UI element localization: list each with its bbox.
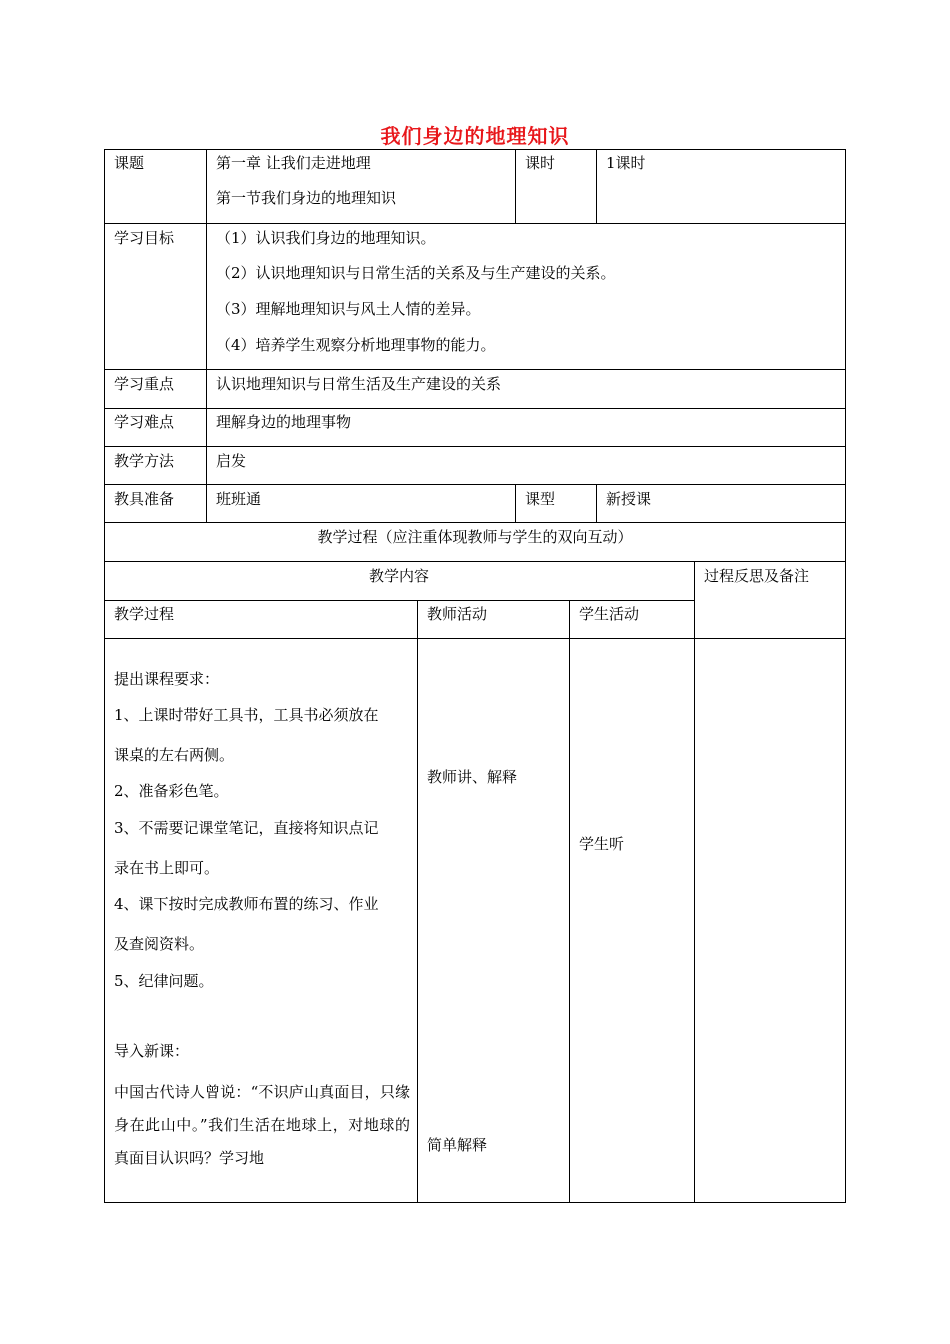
col-divider [596,484,597,523]
row-divider [104,223,846,224]
teacher-activity: 教师讲、解释 [427,768,518,786]
method-label: 教学方法 [114,452,175,470]
row-divider [104,638,846,639]
table-border-bottom [104,1202,846,1203]
page-title: 我们身边的地理知识 [380,124,570,148]
requirement-item: 录在书上即可。 [114,859,220,877]
row-divider [104,561,846,562]
col-divider [417,600,418,1203]
row-divider [104,408,846,409]
row-divider [104,484,846,485]
row-divider [104,369,846,370]
materials-label: 教具准备 [114,490,175,508]
col-divider [596,149,597,224]
col-divider [515,484,516,523]
col-teacher-header: 教师活动 [427,605,488,623]
requirement-item: 4、课下按时完成教师布置的练习、作业 [114,895,379,913]
objective-item: （2）认识地理知识与日常生活的关系及与生产建设的关系。 [216,264,616,282]
table-border-right [845,149,846,1203]
method-value: 启发 [216,452,247,470]
topic-chapter: 第一章 让我们走进地理 [216,154,371,172]
requirement-item: 5、纪律问题。 [114,972,214,990]
period-value: 1课时 [606,154,646,172]
col-divider [206,149,207,523]
intro-title: 导入新课： [114,1042,190,1060]
process-heading: 教学过程（应注重体现教师与学生的双向互动） [317,528,633,546]
objective-item: （3）理解地理知识与风土人情的差异。 [216,300,481,318]
key-point-label: 学习重点 [114,375,175,393]
key-point-value: 认识地理知识与日常生活及生产建设的关系 [216,375,502,393]
col-divider [694,561,695,1203]
requirement-item: 3、不需要记课堂笔记，直接将知识点记 [114,819,379,837]
table-border-top [104,149,846,150]
row-divider [104,446,846,447]
topic-section: 第一节我们身边的地理知识 [216,189,397,207]
col-student-header: 学生活动 [579,605,640,623]
requirement-item: 2、准备彩色笔。 [114,782,229,800]
col-divider [569,600,570,1203]
lesson-type-label: 课型 [525,490,556,508]
requirement-item: 1、上课时带好工具书，工具书必须放在 [114,706,379,724]
table-border-left [104,149,105,1203]
period-label: 课时 [525,154,556,172]
objectives-label: 学习目标 [114,229,175,247]
student-activity: 学生听 [579,835,625,853]
teacher-activity: 简单解释 [427,1136,488,1154]
objective-item: （1）认识我们身边的地理知识。 [216,229,436,247]
requirements-title: 提出课程要求： [114,670,220,688]
col-divider [515,149,516,224]
col-process-header: 教学过程 [114,605,175,623]
objective-item: （4）培养学生观察分析地理事物的能力。 [216,336,496,354]
lesson-type-value: 新授课 [606,490,652,508]
difficulty-value: 理解身边的地理事物 [216,413,352,431]
row-divider [104,522,846,523]
reflection-label: 过程反思及备注 [704,567,810,585]
row-divider [104,600,694,601]
intro-paragraph: 中国古代诗人曾说：“不识庐山真面目，只缘身在此山中。”我们生活在地球上，对地球的真面目认识吗？学习地 [114,1083,410,1167]
difficulty-label: 学习难点 [114,413,175,431]
requirement-item: 及查阅资料。 [114,935,205,953]
content-label: 教学内容 [368,567,429,585]
materials-value: 班班通 [216,490,262,508]
topic-label: 课题 [114,154,145,172]
requirement-item: 课桌的左右两侧。 [114,746,235,764]
